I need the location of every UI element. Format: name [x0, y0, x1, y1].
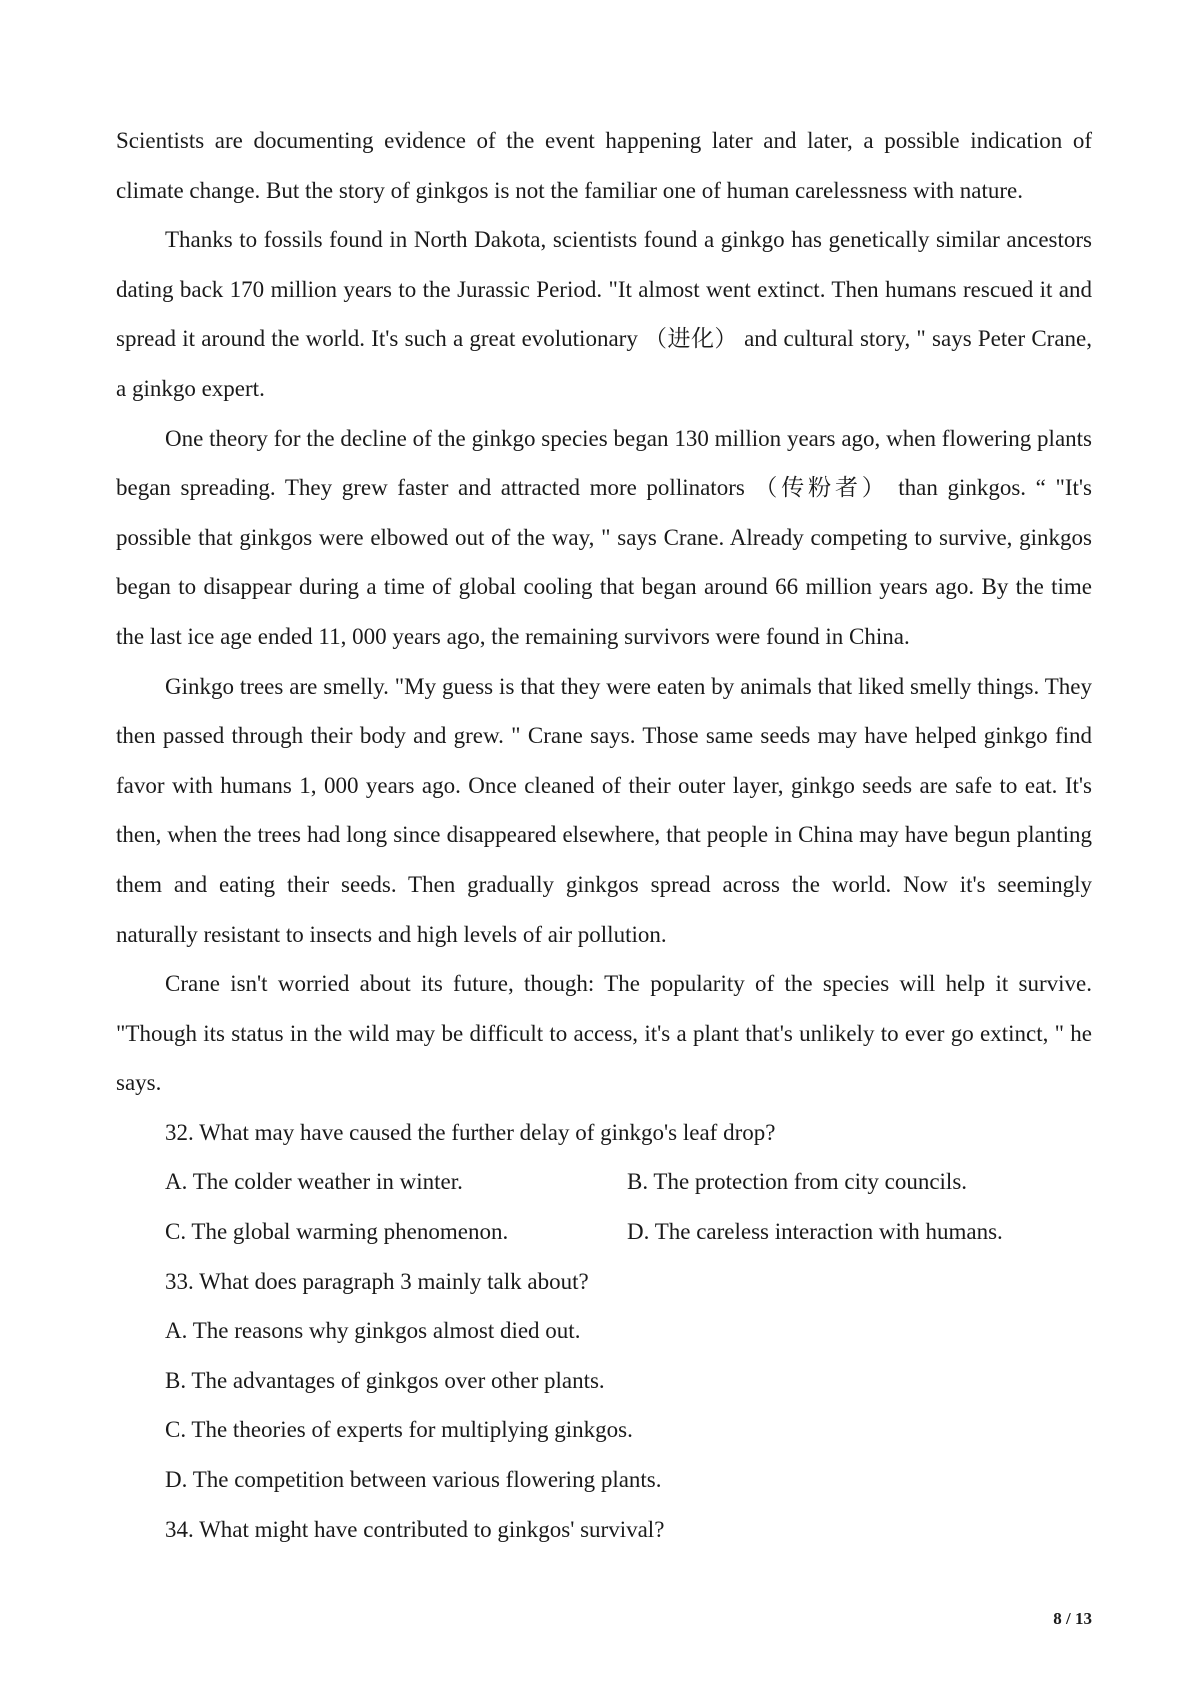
passage-paragraph-5: Crane isn't worried about its future, though: The popularity of the species will help it survive. "Though its status in the wild may be difficult to access, it's a plant that's unlikely to ever go extinct, " he says. — [116, 971, 1092, 1096]
question-stem: 34. What might have contributed to ginkgos' survival? — [165, 1516, 665, 1542]
option-row — [116, 1157, 1092, 1207]
page-number: 8 / 13 — [1053, 1609, 1092, 1628]
option-b: B. The advantages of ginkgos over other plants. — [165, 1367, 605, 1393]
option-row — [116, 1207, 1092, 1257]
passage-paragraph-3: One theory for the decline of the ginkgo species began 130 million years ago, when flowering plants began spreading. They grew faster and attracted more pollinators （传粉者） than ginkgos. “ "It's possible that ginkgos were elbowed out of the way, " says Crane. Already competing to survive, ginkgos began to disappear during a time of global cooling that began around 66 million years ago. By the time the last ice age ended 11, 000 years ago, the remaining survivors were found in China. — [116, 425, 1092, 649]
question-stem: 32. What may have caused the further delay of ginkgo's leaf drop? — [165, 1119, 776, 1145]
option-c: C. The theories of experts for multiplying ginkgos. — [165, 1417, 633, 1443]
passage-paragraph-2: Thanks to fossils found in North Dakota, scientists found a ginkgo has genetically similar ancestors dating back 170 million years to the Jurassic Period. "It almost went extinct. Then humans rescued it and spread it around the world. It's such a great evolutionary （进化） and cultural story, " says Peter Crane, a ginkgo expert. — [116, 227, 1092, 401]
question-33 — [116, 1257, 1092, 1505]
option-d: D. The competition between various flowering plants. — [165, 1467, 662, 1493]
option-a: A. The colder weather in winter. — [165, 1169, 463, 1195]
option-b: B. The protection from city councils. — [627, 1169, 968, 1195]
question-stem: 33. What does paragraph 3 mainly talk about? — [165, 1268, 589, 1294]
question-32 — [116, 1108, 1092, 1257]
reading-passage — [116, 116, 1092, 1108]
question-34 — [116, 1505, 1092, 1555]
passage-paragraph-1: Scientists are documenting evidence of the event happening later and later, a possible indication of climate change. But the story of ginkgos is not the familiar one of human carelessness with nature. — [116, 128, 1092, 203]
exam-page — [116, 116, 1092, 1554]
option-d: D. The careless interaction with humans. — [627, 1219, 1003, 1245]
option-c: C. The global warming phenomenon. — [165, 1219, 509, 1245]
passage-paragraph-4: Ginkgo trees are smelly. "My guess is that they were eaten by animals that liked smelly things. They then passed through their body and grew. " Crane says. Those same seeds may have helped ginkgo find favor with humans 1, 000 years ago. Once cleaned of their outer layer, ginkgo seeds are safe to eat. It's then, when the trees had long since disappeared elsewhere, that people in China may have begun planting them and eating their seeds. Then gradually ginkgos spread across the world. Now it's seemingly naturally resistant to insects and high levels of air pollution. — [116, 673, 1092, 947]
option-a: A. The reasons why ginkgos almost died out. — [165, 1318, 581, 1344]
